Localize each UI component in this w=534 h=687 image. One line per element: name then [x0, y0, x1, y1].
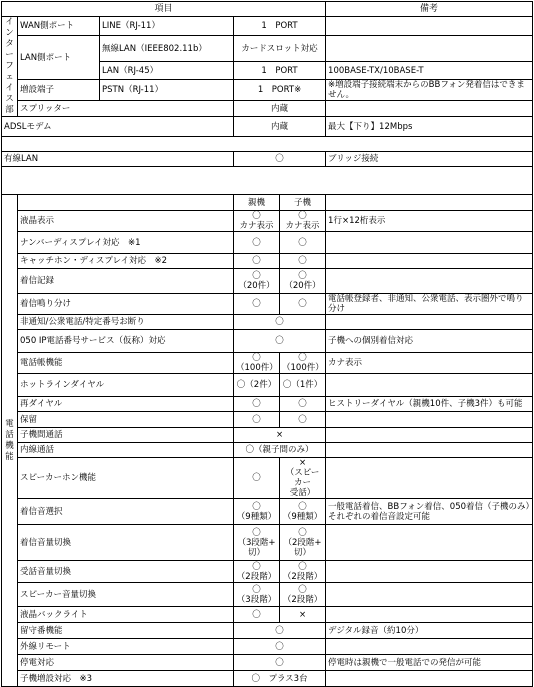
lan-value: 1 PORT — [234, 62, 326, 80]
phone-feature-child: × — [280, 607, 326, 623]
phone-subheader-row — [2, 195, 533, 211]
phone-feature-label: 子機増設対応 ※3 — [18, 671, 234, 687]
table-row — [2, 17, 533, 36]
table-row — [2, 428, 533, 443]
phone-feature-value: 〇 — [234, 623, 326, 639]
wan-port-note — [326, 17, 533, 36]
phone-feature-value: 〇 プラス3台 — [234, 671, 326, 687]
phone-feature-label: 050 IP電話番号サービス（仮称）対応 — [18, 330, 234, 353]
adsl-label: ADSLモデム — [2, 117, 234, 137]
table-row — [2, 374, 533, 397]
phone-feature-child: 〇 （9種類） — [280, 499, 326, 525]
phone-feature-parent: 〇 — [234, 607, 280, 623]
adsl-value: 内蔵 — [234, 117, 326, 137]
splitter-value: 内蔵 — [234, 101, 326, 117]
phone-feature-value: 〇（親子間のみ） — [234, 443, 326, 458]
phone-feature-note — [326, 458, 533, 499]
phone-feature-parent: 〇 （100件） — [234, 353, 280, 374]
vertical-label-text: 電話機能 — [5, 418, 14, 462]
lan-note: 100BASE-TX/10BASE-T — [326, 62, 533, 80]
subheader-note-blank — [326, 195, 533, 211]
table-row — [2, 655, 533, 671]
phone-feature-note: 停電時は親機で一般電話での発信が可能 — [326, 655, 533, 671]
phone-feature-parent: 〇 — [234, 412, 280, 428]
phone-feature-note: 1行×12桁表示 — [326, 211, 533, 232]
ext-port-label: 増設端子 — [18, 80, 100, 101]
phone-feature-child: 〇 （2段階） — [280, 583, 326, 607]
phone-feature-parent: 〇 （9種類） — [234, 499, 280, 525]
phone-feature-note: 一般電話着信、BBフォン着信、050着信（子機のみ）それぞれの着信音設定可能 — [326, 499, 533, 525]
wlan-value: カードスロット対応 — [234, 36, 326, 62]
splitter-note — [326, 101, 533, 117]
phone-feature-child: 〇（1件） — [280, 374, 326, 397]
phone-feature-note — [326, 639, 533, 655]
wired-value: 〇 — [234, 152, 326, 167]
phone-feature-parent: 〇 — [234, 232, 280, 254]
phone-section-label — [2, 195, 18, 687]
table-row — [2, 254, 533, 269]
phone-feature-label: キャッチホン・ディスプレイ対応 ※2 — [18, 254, 234, 269]
phone-feature-label: 外線リモート — [18, 639, 234, 655]
phone-feature-label: 内線通話 — [18, 443, 234, 458]
header-item: 項目 — [2, 2, 326, 17]
table-row — [2, 397, 533, 412]
table-row — [2, 232, 533, 254]
phone-feature-note: 電話帳登録者、非通知、公衆電話、表示圏外で鳴り分け — [326, 294, 533, 315]
phone-feature-label: 電話帳機能 — [18, 353, 234, 374]
phone-feature-child: × （スピーカー 受話） — [280, 458, 326, 499]
table-row — [2, 499, 533, 525]
phone-feature-note — [326, 269, 533, 294]
header-row — [2, 2, 533, 17]
phone-feature-child: 〇 （2段階） — [280, 561, 326, 583]
phone-feature-child: 〇 — [280, 232, 326, 254]
phone-feature-parent: 〇 （2段階） — [234, 561, 280, 583]
ext-port-value: 1 PORT※ — [234, 80, 326, 101]
phone-feature-value: 〇 — [234, 655, 326, 671]
phone-feature-label: ナンバーディスプレイ対応 ※1 — [18, 232, 234, 254]
phone-feature-parent: 〇 — [234, 397, 280, 412]
phone-feature-label: 停電対応 — [18, 655, 234, 671]
separator-cell — [2, 167, 533, 195]
phone-feature-child: 〇 — [280, 397, 326, 412]
interface-section-label — [2, 17, 18, 117]
phone-feature-child: 〇 — [280, 294, 326, 315]
phone-feature-label: 非通知/公衆電話/特定番号お断り — [18, 315, 234, 330]
table-row — [2, 525, 533, 561]
phone-feature-label: 保留 — [18, 412, 234, 428]
table-row — [2, 623, 533, 639]
phone-feature-label: 再ダイヤル — [18, 397, 234, 412]
table-row — [2, 211, 533, 232]
phone-feature-child: 〇 （100件） — [280, 353, 326, 374]
wlan-note — [326, 36, 533, 62]
phone-feature-label: 受話音量切換 — [18, 561, 234, 583]
phone-feature-note — [326, 254, 533, 269]
subheader-blank — [18, 195, 234, 211]
phone-feature-note: カナ表示 — [326, 353, 533, 374]
phone-feature-parent: 〇 — [234, 458, 280, 499]
lan-type: LAN（RJ-45） — [100, 62, 234, 80]
phone-feature-parent: 〇（2件） — [234, 374, 280, 397]
wan-port-value: 1 PORT — [234, 17, 326, 36]
table-row — [2, 294, 533, 315]
phone-feature-parent: 〇 カナ表示 — [234, 211, 280, 232]
wan-port-label: WAN側ポート — [18, 17, 100, 36]
separator-row — [2, 137, 533, 152]
phone-feature-label: 着信音選択 — [18, 499, 234, 525]
wired-note: ブリッジ接続 — [326, 152, 533, 167]
phone-feature-label: 液晶バックライト — [18, 607, 234, 623]
phone-feature-label: スピーカー音量切換 — [18, 583, 234, 607]
ext-port-note: ※増設端子接続端末からのBBフォン発着信はできません。 — [326, 80, 533, 101]
table-row — [2, 443, 533, 458]
phone-feature-note: ヒストリーダイヤル（親機10件、子機3件）も可能 — [326, 397, 533, 412]
adsl-note: 最大【下り】12Mbps — [326, 117, 533, 137]
header-note: 備考 — [326, 2, 533, 17]
phone-feature-note — [326, 443, 533, 458]
phone-feature-label: 着信音量切換 — [18, 525, 234, 561]
phone-feature-parent: 〇 （3段階） — [234, 583, 280, 607]
table-row — [2, 583, 533, 607]
phone-feature-note — [326, 607, 533, 623]
lan-port-label: LAN側ポート — [18, 36, 100, 80]
phone-feature-value: 〇 — [234, 315, 326, 330]
phone-feature-value: 〇 — [234, 639, 326, 655]
table-row — [2, 412, 533, 428]
phone-feature-note — [326, 561, 533, 583]
table-row — [2, 269, 533, 294]
phone-feature-label: ホットラインダイヤル — [18, 374, 234, 397]
separator-row — [2, 167, 533, 195]
phone-feature-parent: 〇 （3段階+ 切） — [234, 525, 280, 561]
phone-feature-label: 子機間通話 — [18, 428, 234, 443]
wlan-type: 無線LAN（IEEE802.11b） — [100, 36, 234, 62]
wan-port-type: LINE（RJ-11） — [100, 17, 234, 36]
phone-feature-child: 〇 カナ表示 — [280, 211, 326, 232]
phone-feature-label: 留守番機能 — [18, 623, 234, 639]
splitter-label: スプリッター — [18, 101, 234, 117]
phone-feature-parent: 〇 — [234, 294, 280, 315]
phone-feature-parent: 〇 （20件） — [234, 269, 280, 294]
phone-feature-child: 〇 （20件） — [280, 269, 326, 294]
table-row — [2, 36, 533, 62]
table-row — [2, 315, 533, 330]
phone-feature-parent: 〇 — [234, 254, 280, 269]
table-row — [2, 561, 533, 583]
table-row — [2, 80, 533, 101]
spec-table — [1, 1, 533, 687]
table-row — [2, 458, 533, 499]
table-row — [2, 353, 533, 374]
phone-feature-note — [326, 315, 533, 330]
separator-cell — [2, 137, 533, 152]
phone-feature-note — [326, 232, 533, 254]
phone-feature-child: 〇 — [280, 254, 326, 269]
table-row — [2, 101, 533, 117]
vertical-label-text: インターフェイス部 — [5, 17, 14, 115]
wired-label: 有線LAN — [2, 152, 234, 167]
table-row — [2, 607, 533, 623]
table-row — [2, 152, 533, 167]
phone-feature-value: 〇 — [234, 330, 326, 353]
table-row — [2, 330, 533, 353]
phone-feature-note — [326, 412, 533, 428]
phone-feature-note: デジタル録音（約10分） — [326, 623, 533, 639]
table-row — [2, 639, 533, 655]
phone-feature-child: 〇 — [280, 412, 326, 428]
phone-feature-label: スピーカーホン機能 — [18, 458, 234, 499]
phone-feature-note — [326, 428, 533, 443]
table-row — [2, 117, 533, 137]
phone-feature-note: 子機への個別着信対応 — [326, 330, 533, 353]
phone-feature-child: 〇 （2段階+ 切） — [280, 525, 326, 561]
phone-feature-value: × — [234, 428, 326, 443]
phone-feature-label: 着信記録 — [18, 269, 234, 294]
phone-feature-note — [326, 583, 533, 607]
ext-port-type: PSTN（RJ-11） — [100, 80, 234, 101]
phone-feature-label: 着信鳴り分け — [18, 294, 234, 315]
col-child-header: 子機 — [280, 195, 326, 211]
phone-feature-note — [326, 525, 533, 561]
phone-feature-note — [326, 374, 533, 397]
col-parent-header: 親機 — [234, 195, 280, 211]
phone-feature-label: 液晶表示 — [18, 211, 234, 232]
